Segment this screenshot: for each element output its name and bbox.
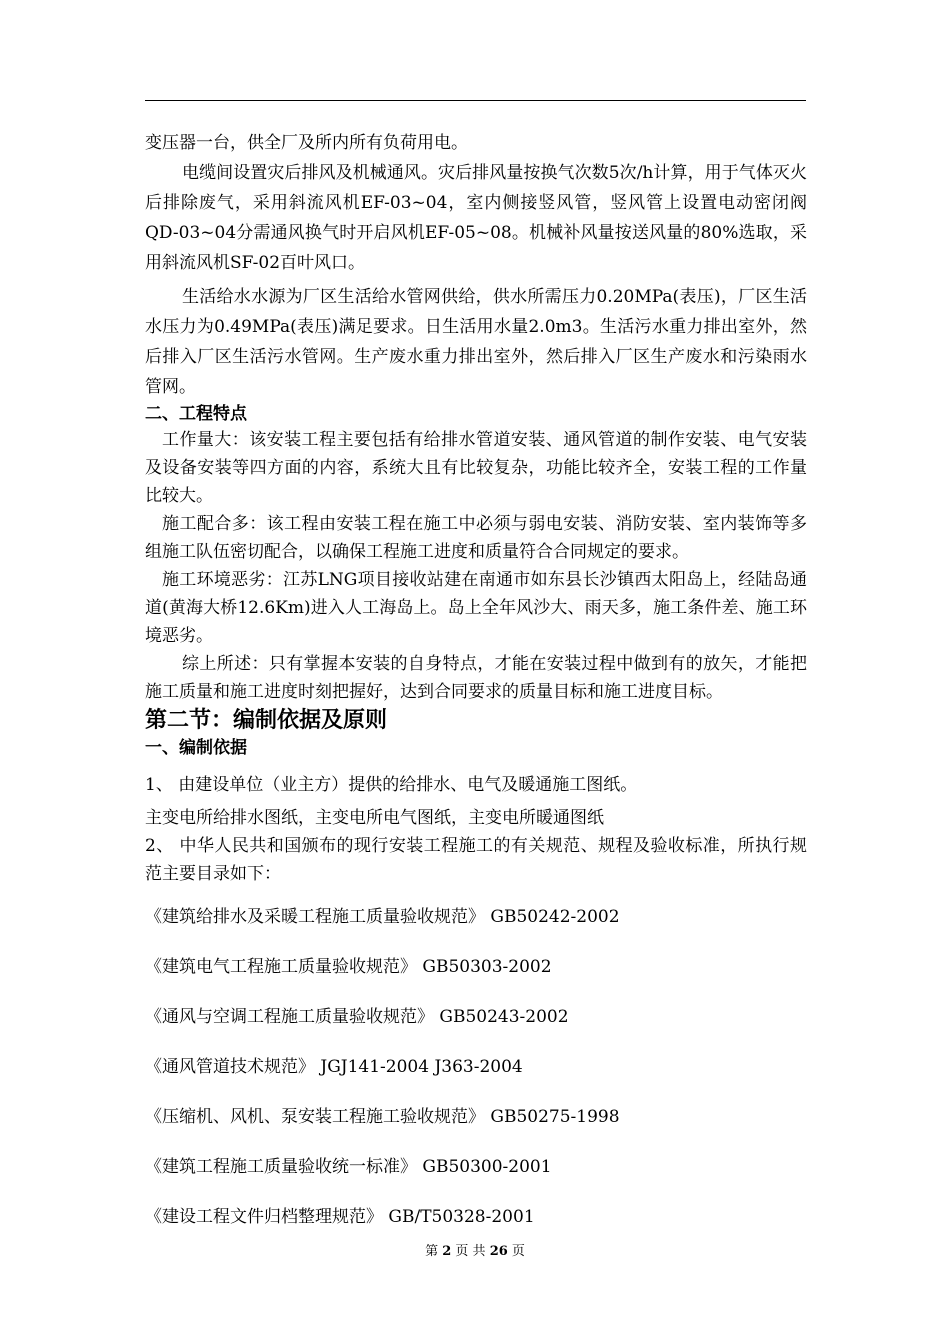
standard-item: 《建筑电气工程施工质量验收规范》 GB50303-2002 [145, 957, 552, 977]
footer-total-pages: 26 [489, 1244, 508, 1259]
paragraph-summary: 综上所述：只有掌握本安装的自身特点，才能在安装过程中做到有的放矢，才能把施工质量和施工进度时刻把握好，达到合同要求的质量目标和施工进度目标。 [145, 654, 807, 702]
basis-item-1: 1、 由建设单位（业主方）提供的给排水、电气及暖通施工图纸。 [145, 775, 638, 795]
paragraph-transformer: 变压器一台，供全厂及所内所有负荷用电。 [145, 133, 468, 153]
standard-item: 《建筑工程施工质量验收统一标准》 GB50300-2001 [145, 1157, 552, 1177]
paragraph-environment: 施工环境恶劣：江苏LNG项目接收站建在南通市如东县长沙镇西太阳岛上，经陆岛通道(黄海大桥12.6Km)进入人工海岛上。岛上全年风沙大、雨天多，施工条件差、施工环境恶劣。 [145, 570, 807, 646]
footer-suffix: 页 [511, 1244, 525, 1259]
paragraph-ventilation: 电缆间设置灾后排风及机械通风。灾后排风量按换气次数5次/h计算，用于气体灭火后排除废气，采用斜流风机EF-03~04，室内侧接竖风管，竖风管上设置电动密闭阀QD-03~04分需通风换气时开启风机EF-05~08。机械补风量按送风量的80%选取，采用斜流风机SF-02百叶风口。 [145, 163, 807, 273]
paragraph-water-supply: 生活给水水源为厂区生活给水管网供给，供水所需压力0.20MPa(表压)，厂区生活水压力为0.49MPa(表压)满足要求。日生活用水量2.0m3。生活污水重力排出室外，然后排入厂区生活污水管网。生产废水重力排出室外，然后排入厂区生产废水和污染雨水管网。 [145, 287, 807, 397]
page-content [145, 128, 807, 1252]
drawings-list: 主变电所给排水图纸，主变电所电气图纸，主变电所暖通图纸 [145, 808, 604, 828]
footer-middle: 页 共 [455, 1244, 486, 1259]
basis-item-2: 2、 中华人民共和国颁布的现行安装工程施工的有关规范、规程及验收标准，所执行规范主要目录如下： [145, 836, 807, 884]
header-rule [145, 100, 806, 101]
standard-item: 《通风与空调工程施工质量验收规范》 GB50243-2002 [145, 1007, 569, 1027]
page-footer [0, 1243, 950, 1261]
footer-page-number: 2 [442, 1244, 452, 1259]
section-heading-features: 二、工程特点 [145, 404, 247, 424]
chapter-title: 第二节：编制依据及原则 [145, 708, 388, 733]
paragraph-coordination: 施工配合多：该工程由安装工程在施工中必须与弱电安装、消防安装、室内装饰等多组施工队伍密切配合，以确保工程施工进度和质量符合合同规定的要求。 [145, 514, 807, 562]
chapter-subheading: 一、编制依据 [145, 738, 247, 758]
standard-item: 《建设工程文件归档整理规范》 GB/T50328-2001 [145, 1207, 535, 1227]
footer-prefix: 第 [425, 1244, 439, 1259]
standard-item: 《通风管道技术规范》 JGJ141-2004 J363-2004 [145, 1057, 523, 1077]
paragraph-workload: 工作量大：该安装工程主要包括有给排水管道安装、通风管道的制作安装、电气安装及设备安装等四方面的内容，系统大且有比较复杂，功能比较齐全，安装工程的工作量比较大。 [145, 430, 807, 506]
standard-item: 《压缩机、风机、泵安装工程施工验收规范》 GB50275-1998 [145, 1107, 620, 1127]
standard-item: 《建筑给排水及采暖工程施工质量验收规范》 GB50242-2002 [145, 907, 620, 927]
standards-list [145, 902, 807, 1252]
